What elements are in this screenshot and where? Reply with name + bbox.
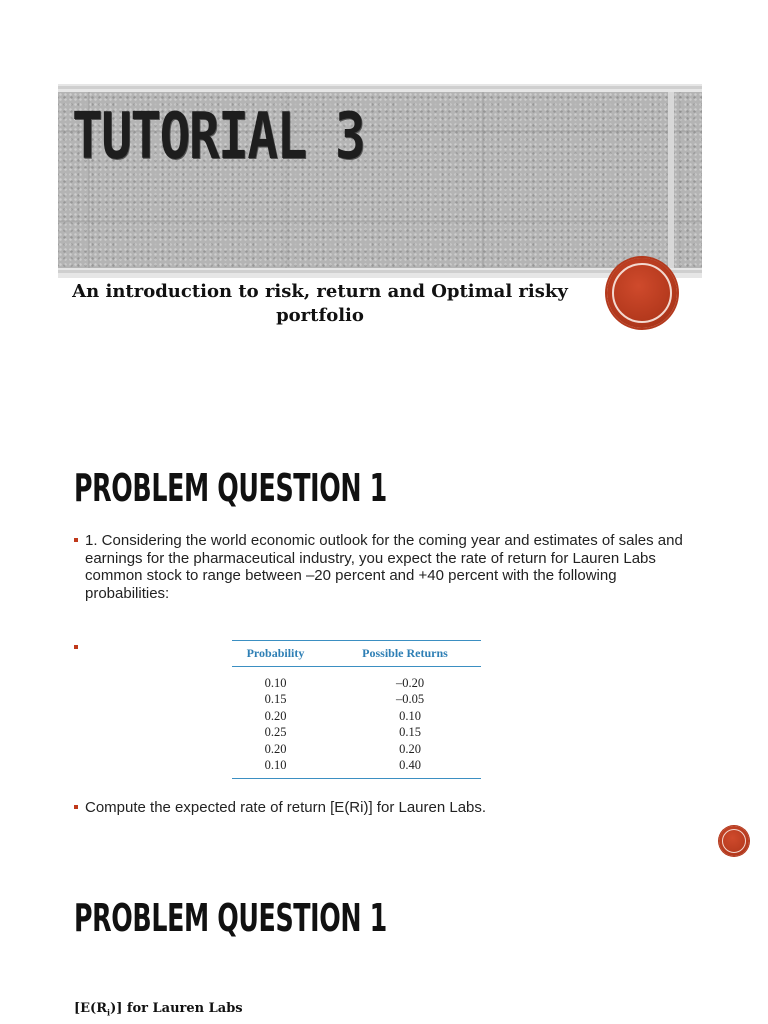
banner-top-stripe [58,86,702,89]
bullet-text: Compute the expected rate of return [E(Ri)] for Lauren Labs. [85,799,487,816]
banner-bottom-stripe [58,270,702,273]
red-circle-decoration [607,258,677,328]
table-row [232,708,481,725]
bullet-item [74,532,704,602]
note-suffix: )] for Lauren Labs [110,1001,243,1016]
cell-return: 0.40 [399,758,421,773]
table-row [232,725,481,742]
slide-title: TUTORIAL 3 [72,100,365,174]
cell-probability: 0.15 [264,692,287,707]
cell-return: –0.05 [395,692,425,707]
table-body [232,667,481,778]
cell-probability: 0.10 [264,758,287,773]
table-row [232,692,481,709]
expected-return-label [74,1001,243,1018]
cell-return: –0.20 [395,675,425,690]
cell-return: 0.20 [399,741,421,756]
cell-probability: 0.20 [264,741,287,756]
slide-subtitle: An introduction to risk, return and Optimal risky portfolio [72,281,568,326]
cell-return: 0.15 [399,725,421,740]
cell-probability: 0.10 [264,675,287,690]
red-circle-decoration-small [719,826,749,856]
table-header [232,641,481,667]
bullet-square-icon [74,645,78,649]
note-subscript: i [107,1007,111,1018]
cell-return: 0.10 [399,708,421,723]
bullet-square-icon [74,805,78,809]
cell-probability: 0.20 [264,708,287,723]
bullet-square-icon [74,538,78,542]
banner-edge [668,92,674,268]
table-row [232,758,481,775]
cell-probability: 0.25 [264,725,287,740]
probability-table [232,640,481,779]
problem-heading: PROBLEM QUESTION 1 [74,466,387,510]
column-header-returns: Possible Returns [362,646,448,660]
table-row [232,741,481,758]
bullet-item [74,799,704,817]
column-header-probability: Probability [246,646,305,660]
note-prefix: [E(R [74,1001,108,1016]
problem-heading: PROBLEM QUESTION 1 [74,896,387,940]
bullet-text: 1. Considering the world economic outlook for the coming year and estimates of sales and earnings for the pharmaceutical industry, you expect the rate of return for Lauren Labs common stock to range between –20 percent and +40 percent with the following probabilities: [85,532,683,602]
table-row [232,675,481,692]
